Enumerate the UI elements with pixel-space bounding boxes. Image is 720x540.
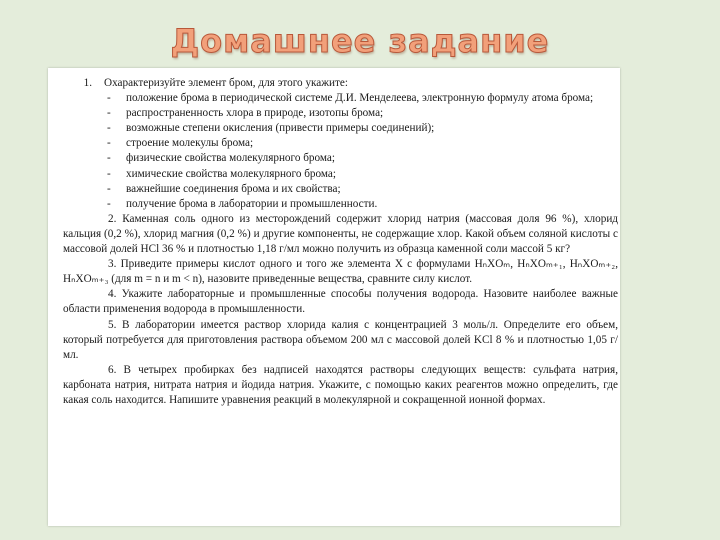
task-1-item	[63, 91, 618, 106]
task-1-item-text: строение молекулы брома;	[126, 137, 254, 150]
task-1-item	[63, 106, 618, 121]
task-1-item-text: физические свойства молекулярного брома;	[126, 152, 335, 165]
bullet-marker: -	[107, 197, 111, 210]
bullet-marker: -	[107, 152, 111, 165]
task-1-number: 1.	[83, 77, 92, 89]
task-1-item	[63, 151, 618, 166]
task-1-item	[63, 167, 618, 182]
bullet-marker: -	[107, 92, 111, 105]
task-1-item-text: возможные степени окисления (привести примеры соединений);	[126, 122, 435, 135]
task-1-item-text: положение брома в периодической системе Д.И. Менделеева, электронную формулу атома брома;	[126, 92, 594, 105]
bullet-marker: -	[107, 137, 111, 150]
task-1-item-text: распространенность хлора в природе, изотопы брома;	[126, 107, 384, 120]
task-3-paragraph: 3. Приведите примеры кислот одного и того же элемента X с формулами HₙXOₘ, HₙXOₘ₊₁, HₙXOₘ₊₂, HₙXOₘ₊₃ (для m = n и m < n), назовите приведенные вещества, сравните силу кислот.	[63, 258, 618, 286]
homework-content	[63, 76, 618, 408]
task-5-paragraph: 5. В лаборатории имеется раствор хлорида калия с концентрацией 3 моль/л. Определите его объем, который потребуется для приготовления раствора объемом 200 мл с массовой долей KCl 8 % и плотностью 1,05 г/мл.	[63, 318, 619, 361]
task-1-item	[63, 182, 618, 197]
task-1-item-text: важнейшие соединения брома и их свойства;	[126, 182, 341, 195]
task-1-item-text: получение брома в лаборатории и промышленности.	[126, 197, 378, 210]
bullet-marker: -	[107, 122, 111, 135]
homework-sheet	[48, 68, 620, 526]
task-6-paragraph: 6. В четырех пробирках без надписей находятся растворы следующих веществ: сульфата натрия, карбоната натрия, нитрата натрия и йодида натрия. Укажите, с помощью каких реагентов можно определить, где какая соль находится. Напишите уравнения реакций в молекулярной и сокращенной ионной формах.	[63, 363, 618, 406]
task-1-item	[63, 136, 618, 151]
task-1-item	[63, 197, 618, 212]
task-1-item	[63, 121, 618, 136]
bullet-marker: -	[107, 167, 111, 180]
task-1-intro	[63, 76, 618, 91]
task-4-paragraph: 4. Укажите лабораторные и промышленные способы получения водорода. Назовите наиболее важные области применения водорода в промышленности.	[63, 288, 618, 316]
task-2-paragraph: 2. Каменная соль одного из месторождений содержит хлорид натрия (массовая доля 96 %), хлорид кальция (0,2 %), хлорид магния (0,2 %) и другие компоненты, не содержащие хлор. Какой объем соляной кислоты с массовой долей HCl 36 % и плотностью 1,18 г/мл можно получить из образца каменной соли массой 5 кг?	[63, 212, 618, 256]
page-title: Домашнее задание	[170, 22, 550, 60]
bullet-marker: -	[107, 182, 111, 195]
task-1-intro-text: Охарактеризуйте элемент бром, для этого укажите:	[104, 77, 348, 89]
task-1-item-text: химические свойства молекулярного брома;	[126, 167, 336, 180]
bullet-marker: -	[107, 107, 111, 120]
